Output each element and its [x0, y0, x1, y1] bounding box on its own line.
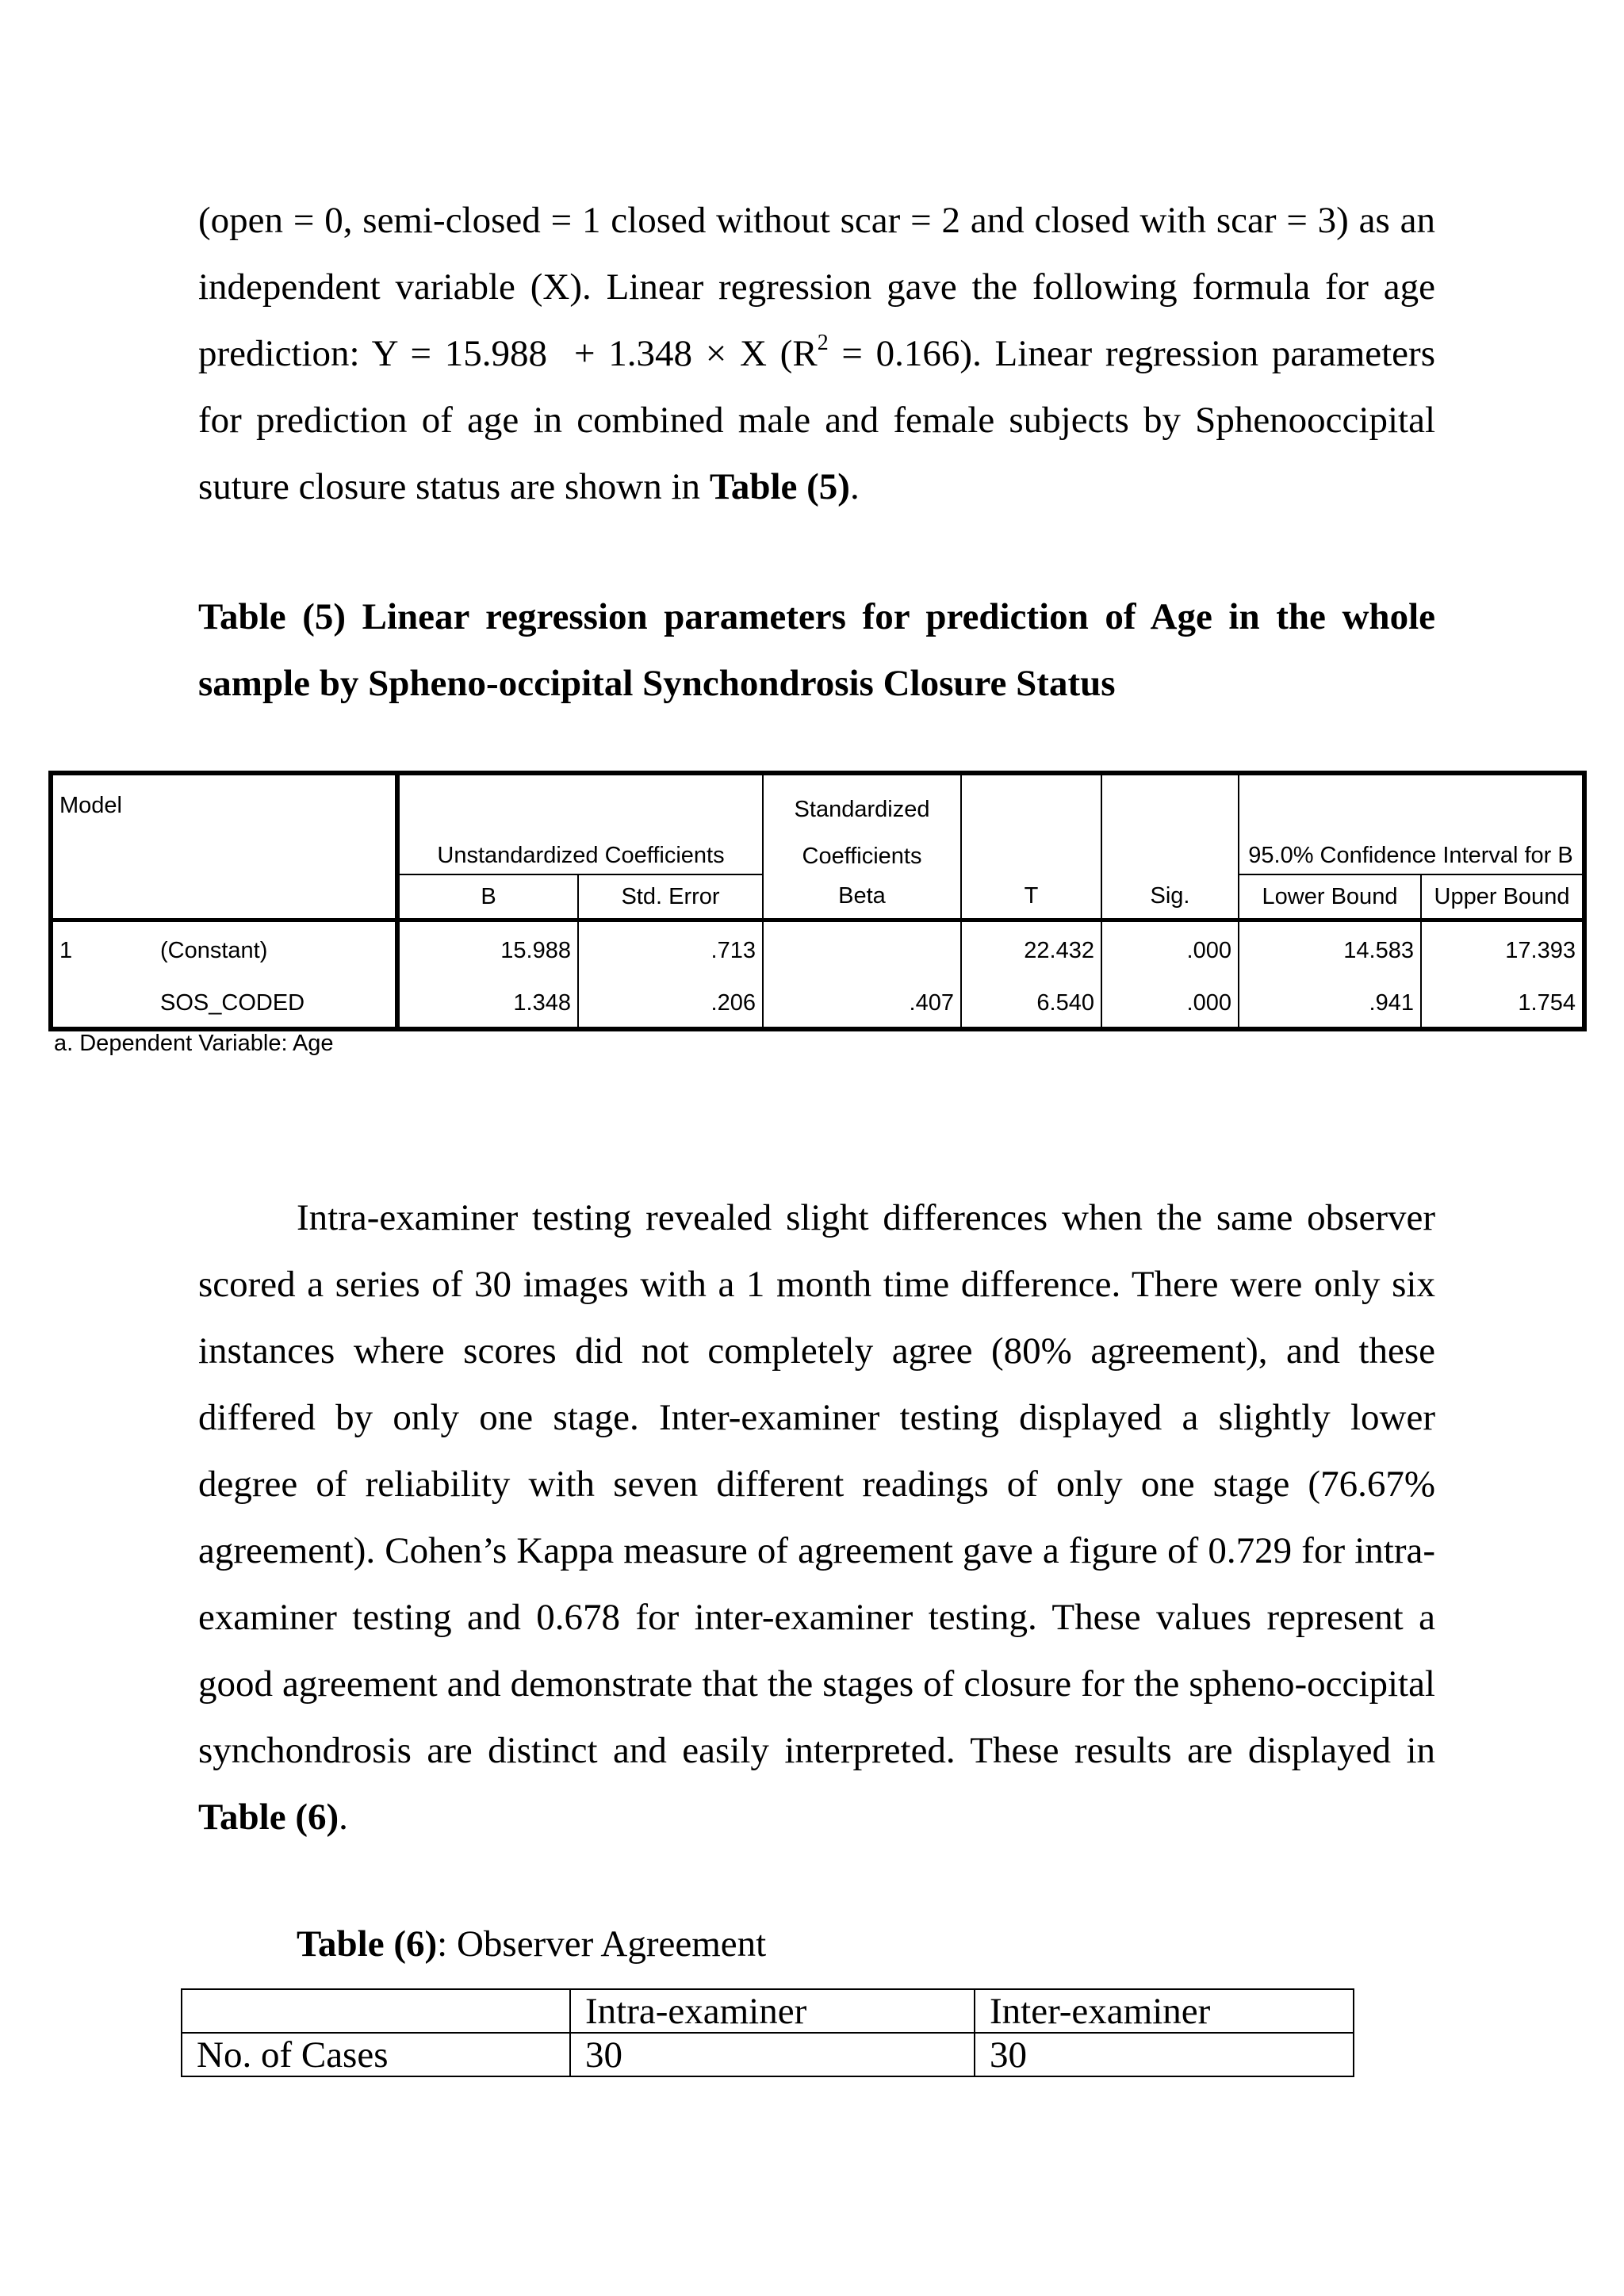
paragraph-end: .	[849, 466, 860, 507]
cell-std-error: .206	[578, 979, 763, 1029]
header-model: Model	[51, 773, 154, 825]
row-label: No. of Cases	[182, 2033, 570, 2076]
cell-sig: .000	[1101, 920, 1239, 980]
cell-b: 15.988	[397, 920, 578, 980]
cell-beta: .407	[763, 979, 961, 1029]
header-t: T	[961, 874, 1101, 920]
header-unstandardized: Unstandardized Coefficients	[397, 825, 763, 874]
regression-table	[48, 771, 1587, 1031]
paragraph-text-2: + 1.348 × X (R	[574, 333, 818, 374]
header-std-error: Std. Error	[578, 874, 763, 920]
header-upper-bound: Upper Bound	[1421, 874, 1584, 920]
paragraph-text: Intra-examiner testing revealed slight differences when the same observer scored a series of 30 images with a 1 month time difference. There were only six instances where scores did not completely agree (80% agreement), and these differed by only one stage. Inter-examiner testing displayed a slightly lower degree of reliability with seven different readings of only one stage (76.67% agreement). Cohen’s Kappa measure of agreement gave a figure of 0.729 for intra-examiner testing and 0.678 for inter-examiner testing. These values represent a good agreement and demonstrate that the stages of closure for the spheno-occipital synchondrosis are distinct and easily interpreted. These results are displayed in	[198, 1197, 1435, 1771]
cell-b: 1.348	[397, 979, 578, 1029]
cell-predictor: (Constant)	[160, 937, 268, 963]
table-5-footnote: a. Dependent Variable: Age	[54, 1031, 334, 1056]
table-6-caption-title: : Observer Agreement	[437, 1923, 767, 1965]
cell-t: 22.432	[961, 920, 1101, 980]
cell-std-error: .713	[578, 920, 763, 980]
paragraph-text-1: (open = 0, semi-closed = 1 closed without scar = 2 and closed with scar = 3) as an independent variable (X). Linear regression gave the following formula for age prediction: Y = 15.988	[198, 200, 1435, 374]
cell-lower-bound: 14.583	[1239, 920, 1421, 980]
observer-agreement-table	[181, 1988, 1354, 2077]
header-beta: Beta	[763, 874, 961, 920]
header-standardized-2: Coefficients	[763, 825, 961, 874]
header-confidence-interval: 95.0% Confidence Interval for B	[1239, 825, 1584, 874]
header-lower-bound: Lower Bound	[1239, 874, 1421, 920]
header-sig: Sig.	[1101, 874, 1239, 920]
header-intra-examiner: Intra-examiner	[570, 1989, 975, 2033]
header-empty	[182, 1989, 570, 2033]
table-6-caption	[297, 1911, 766, 1977]
cell-model	[51, 979, 154, 1029]
cell-upper-bound: 17.393	[1421, 920, 1584, 980]
cell-intra-examiner: 30	[570, 2033, 975, 2076]
paragraph-agreement	[198, 1184, 1435, 1850]
table-6-caption-label: Table (6)	[297, 1923, 438, 1965]
cell-t: 6.540	[961, 979, 1101, 1029]
paragraph-text-3: = 0.166). Linear regression parameters for prediction of age in combined male and female subjects by Sphenooccipital suture closure status are shown in	[198, 333, 1435, 507]
cell-beta	[763, 920, 961, 980]
superscript: 2	[817, 331, 829, 355]
cell-sig: .000	[1101, 979, 1239, 1029]
table-row	[51, 979, 1584, 1029]
paragraph-end: .	[339, 1797, 348, 1838]
cell-upper-bound: 1.754	[1421, 979, 1584, 1029]
table-5-caption: Table (5) Linear regression parameters for prediction of Age in the whole sample by Spheno-occipital Synchondrosis Closure Status	[198, 596, 1435, 704]
table-6-reference: Table (6)	[198, 1797, 339, 1838]
table-row	[182, 2033, 1354, 2076]
header-b: B	[397, 874, 578, 920]
cell-predictor: SOS_CODED	[154, 979, 397, 1029]
paragraph-intro	[198, 187, 1435, 520]
cell-inter-examiner: 30	[975, 2033, 1354, 2076]
header-standardized-1: Standardized	[763, 773, 961, 825]
cell-lower-bound: .941	[1239, 979, 1421, 1029]
cell-model: 1	[51, 920, 154, 980]
header-inter-examiner: Inter-examiner	[975, 1989, 1354, 2033]
table-5-reference: Table (5)	[709, 466, 850, 507]
table-row	[51, 920, 1584, 980]
